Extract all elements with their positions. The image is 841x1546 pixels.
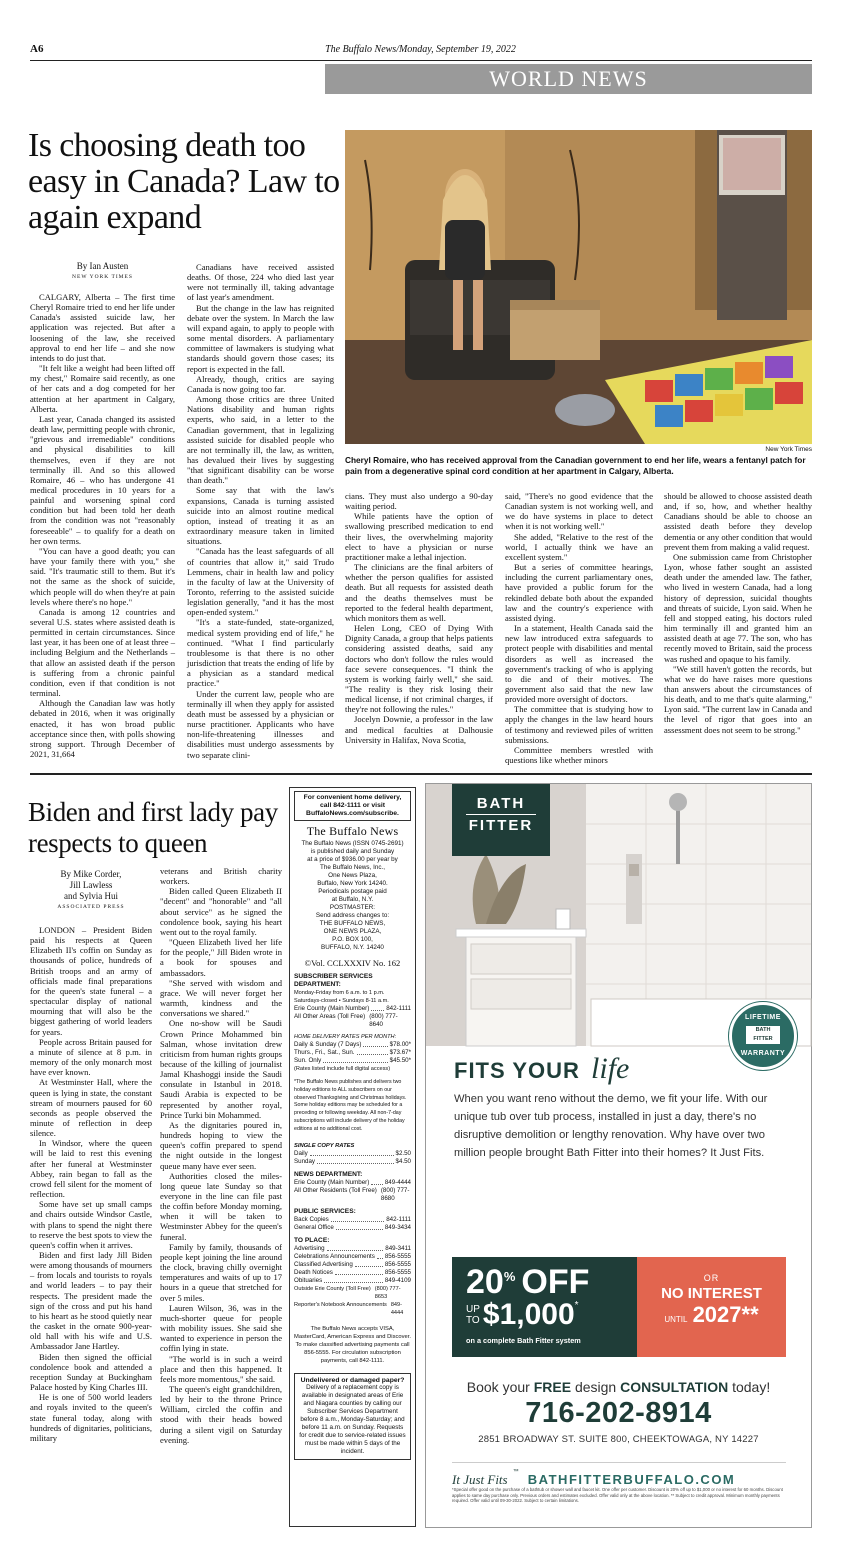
lead-col-2 [187,262,334,760]
publisher-lines [294,840,411,952]
offer-amount-line [466,1300,631,1330]
offer-off: OFF [521,1263,590,1301]
tagline-tm: ™ [512,1469,519,1475]
offer-percent-line [466,1265,631,1299]
paragraph: Although the Canadian law was hotly debated in 2016, when it was originally enacted, it has won broad public acceptance since then, with polls showing strong support. Through December of 2021, 31,664 [30,698,175,760]
paragraph: veterans and British charity workers. [160,866,282,887]
offer-block[interactable] [452,1257,786,1357]
story-divider [30,773,812,775]
ad-tagline: It Just Fits [452,1472,508,1487]
paragraph: Family by family, thousands of people kept joining the line around the clock, braving chilly overnight temperatures and waits of up to 17 hours in a queue that stretched for over 5 miles. [160,1241,282,1303]
paragraph: She added, "Relative to the rest of the world, I actually think we have an excellent system." [505,531,653,562]
paragraph: "The world is in such a weird place and then this happened. It feels more momentous," she said. [160,1353,282,1384]
paragraph: The queen's eight grandchildren, led by heir to the throne Prince William, circled the coffin and stood with their heads bowed during a silent vigil on Saturday evening. [160,1383,282,1445]
rate-row: Classified Advertising 856-5555 [294,1260,411,1268]
offer-no-interest: NO INTEREST [661,1285,762,1302]
masthead-rule [30,60,812,61]
seal-bottom: WARRANTY [740,1050,786,1057]
info-line: at Buffalo, N.Y. [331,896,374,903]
offer-up: UP [466,1304,480,1315]
dateline: The Buffalo News/Monday, September 19, 2022 [325,44,516,55]
paragraph: As the dignitaries poured in, hundreds hoping to view the queen's coffin prepared to spend the night outside in the longest queue many have ever seen. [160,1119,282,1171]
ad-website[interactable]: BATHFITTERBUFFALO.COM [527,1472,736,1487]
rate-row: Sun. Only $45.50* [294,1057,411,1064]
place-heading: TO PLACE: [294,1236,330,1244]
paragraph: Canada is among 12 countries and several U.S. states where assisted death is permitted in certain circumstances. Since last year, it has been one of at least three – including Belgium and the Netherlands – that allow an assisted death if the person is suffering from a chronic painful condition, even if that condition is not terminal. [30,606,175,699]
paragraph: Committee members wrestled with questions like whether minors [505,744,653,766]
rate-row: Advertising 849-3411 [294,1244,411,1252]
lead-agency: NEW YORK TIMES [72,274,133,280]
info-line: BUFFALO, N.Y. 14240 [321,944,384,951]
photo-credit: New York Times [765,446,812,453]
paragraph: The committee that is studying how to apply the changes in the law heard hours of testimony and reviewed piles of written submissions. [505,704,653,745]
page-number: A6 [30,43,44,55]
info-line: is published daily and Sunday [310,848,395,855]
paragraph: "Canada has the least safeguards of all of countries that allow it," said Trudo Lemmens, chair in health law and policy in the faculty of law at the University of Toronto, referring to the assisted suicide legislation generally, "and it has the most open-ended system." [187,546,334,618]
paragraph: LONDON – President Biden paid his respects at Queen Elizabeth II's coffin on Sunday as thousands of police, hundreds of British troops and an army of officials made final preparations for the queen's state funeral – a spectacular display of national mourning that will also be the biggest gathering of world leaders for years. [30,925,152,1037]
offer-to: TO [466,1315,480,1326]
paragraph: "She served with wisdom and grace. We will never forget her warmth, kindness and the conversations we shared." [160,977,282,1019]
paragraph: "You can have a good death; you can have your family there with you," she said. "It's traumatic still to them. But it's not the same as the shock of suicide, which people will do when they're at pain levels where there's no hope." [30,545,175,607]
lead-col-5 [664,491,812,755]
book-design: design [574,1379,617,1395]
photo-caption: Cheryl Romaire, who has received approval from the Canadian government to end her life, wears a fentanyl patch for pain from a degenerative spinal cord condition at her apartment in Calgary, Alberta. [345,455,806,476]
paragraph: Some have set up small camps and chairs outside Windsor Castle, with plans to spend the night there to reserve the best spots to view the queen's coffin when it arrives. [30,1199,152,1250]
rate-row: Erie County (Main Number) 849-4444 [294,1178,411,1186]
hours-line: Saturdays-closed • Sundays 8-11 a.m. [294,998,389,1004]
rate-row: Back Copies 842-1111 [294,1215,411,1223]
paragraph: While patients have the option of swallowing prescribed medication to end their lives, the overwhelming majority elect to have a physician or nurse practitioner make a lethal injection. [345,511,493,562]
paragraph: Biden then signed the official condolence book and attended a reception Sunday at Buckingham Palace hosted by King Charles III. [30,1351,152,1393]
paragraph: "It felt like a weight had been lifted off my chest," Romaire said recently, as one of her cats and a dog competed for her attention at her apartment in Calgary, Alberta. [30,363,175,414]
rate-row: Reporter's Notebook Announcements 849-4444 [294,1301,404,1316]
offer-amount: $1,000 [482,1298,575,1331]
paragraph: CALGARY, Alberta – The first time Cheryl Romaire tried to end her life under Canada's assisted suicide law, her application was rejected. But after a loosening of the law, she received approval to end her life – and she now intends to do just that. [30,292,175,363]
rate-row: Erie County (Main Number) 842-1111 [294,1005,411,1012]
lead-col-1 [30,292,175,760]
ad-address: 2851 BROADWAY ST. SUITE 800, CHEEKTOWAGA, NY 14227 [478,1434,759,1445]
info-line: The Buffalo News, Inc., [320,864,385,871]
rate-row: Daily $2.50 [294,1149,411,1157]
ad-footer [452,1462,786,1488]
rate-row: Daily & Sunday (7 Days) $78.00* [294,1041,411,1048]
rate-row: Sunday $4.50 [294,1157,411,1165]
second-agency: ASSOCIATED PRESS [57,904,125,910]
paragraph: In Windsor, where the queen will be laid to rest this evening after her funeral at Westminster Abbey, rain began to fall as the crowd fell silent for the moment of reflection. [30,1138,152,1200]
paragraph: The clinicians are the final arbiters of whether the person qualifies for assisted death. But all requests for assisted death and the deaths themselves must be reported to the federal health department, which monitors them as well. [345,562,493,623]
paragraph: In a statement, Health Canada said the new law introduced extra safeguards to protect people with disabilities and mental disorders as well as increased the government's tracking of who is applying to die and of their motives. The government also said that the new law provided more oversight of doctors. [505,623,653,705]
offer-sub: on a complete Bath Fitter system [466,1336,581,1345]
paragraph: Already, though, critics are saying Canada is now going too far. [187,373,334,394]
lead-byline: By Ian Austen [76,261,129,271]
section-banner: WORLD NEWS [325,64,812,94]
offer-year: 2027** [692,1302,759,1327]
info-line: THE BUFFALO NEWS, [319,920,386,927]
ad-body: When you want reno without the demo, we fit your life. With our unique tub over tub process, installed in just a day, there's no disruptive demolition or lengthy renovation. Why have over two million people brought Bath Fitter into their homes? It Just Fits. [454,1093,768,1159]
public-heading: PUBLIC SERVICES: [294,1207,356,1215]
paragraph: Biden and first lady Jill Biden were among thousands of mourners – from locals and tourists to royals and world leaders – to pay their respects. The president made the sign of the cross and put his hand to his heart as he stood quietly near the casket in the ornate 900-year-old hall with his wife and U.S. Ambassador Jane Hartley. [30,1250,153,1352]
publisher-info-box [289,787,416,1527]
second-byline-block [30,869,152,916]
warranty-seal [729,1002,797,1070]
undelivered-heading: Undelivered or damaged paper? [300,1376,405,1384]
paragraph: He is one of 500 world leaders and royals invited to the queen's state funeral today, along with hundreds of dignitaries, politicians, military [30,1392,152,1443]
volume-line: ©Vol. CCLXXXIV No. 162 [304,958,401,968]
book-consult: CONSULTATION [620,1379,729,1395]
seal-center: BATH FITTER [746,1026,780,1044]
rate-row: All Other Areas (Toll Free) (800) 777-8640 [294,1013,398,1028]
paragraph: Under the current law, people who are terminally ill when they apply for assisted death must be assessed by a physician or nurse practitioner. Applicants who have non-life-threatening illnesses and disabilities must undergo assessments by two separate clini- [187,688,334,760]
offer-star: * [574,1300,579,1311]
rate-row: Thurs., Fri., Sat., Sun. $73.67* [294,1049,411,1056]
paragraph: One no-show will be Saudi Crown Prince Mohammed bin Salman, whose invitation drew criticism from human rights groups because of the killing of journalist Jamal Khashoggi inside the Saudi consulate in Istanbul in 2018. Saudi Arabia is expected to be represented by another royal, Prince Turki bin Mohammed. [160,1018,282,1120]
info-line: One News Plaza, [328,872,377,879]
offer-pct: % [503,1269,516,1284]
paragraph: At Westminster Hall, where the queen is lying in state, the constant stream of mourners paused for 60 seconds as people observed the minute of reflection in deep silence. [30,1077,152,1139]
rate-row: Obituaries 849-4109 [294,1276,411,1284]
rate-row: Death Notices 856-5555 [294,1268,411,1276]
paragraph: People across Britain paused for a minute of silence at 8 p.m. in memory of the only monarch most have ever known. [30,1036,152,1078]
delivery-notice: For convenient home delivery, call 842-1111 or visit BuffaloNews.com/subscribe. [294,791,411,821]
paragraph: Canadians have received assisted deaths. Of those, 224 who died last year were not terminally ill, taking advantage of last year's amendment. [187,262,334,303]
paragraph: cians. They must also undergo a 90-day waiting period. [345,491,493,512]
logo-line-1: BATH [466,794,536,815]
offer-until: UNTIL [664,1315,688,1324]
ad-fine-print: *Special offer good on the purchase of a bathtub or shower wall and faucet kit. One offer per customer. Discount is 20% off up to $1,000 or no interest for 60 months. Discount applies to same day purchase only. Previous orders and estimates excluded. Offer valid only at the above location. ** Subject to credit approval. Minimum monthly payments required. Offer valid until 09-30-2022. Subject to certain limitations. [452,1487,783,1504]
paragraph: "We still haven't gotten the records, but what we do have raises more questions than answers about the circumstances of his death, and to me that's quite alarming," Lyon said. "The current law in Canada and the level of rigor that goes into an assessment does not seem to be strong." [664,663,812,735]
offer-big: 20 [466,1263,504,1301]
second-byline-3: and Sylvia Hui [64,891,118,901]
book-free: FREE [533,1379,572,1395]
paragraph: Last year, Canada changed its assisted death law, permitting people with chronic, "grievous and irremediable" conditions and physical disabilities to kill themselves, even if they are not terminally ill. And so this allowed Romaire, 46 – who has undergone 41 medical procedures in 10 years for a painful and worsening spinal cord condition but had been told her death from the condition was not "reasonably foreseeable" – to qualify for a death on her own terms. [30,413,175,546]
photo-illustration [345,130,812,444]
news-heading: NEWS DEPARTMENT: [294,1170,363,1178]
headline-main: FITS YOUR [454,1058,580,1083]
rate-row: Outside Erie County (Toll Free) (800) 777-8653 [294,1285,401,1300]
seal-top: LIFETIME [745,1014,781,1021]
paragraph: But a series of committee hearings, including the current parliamentary ones, have provided a public forum for the rekindled debate both about the expanded law and the country's experience with assisted dying. [505,562,653,623]
paragraph: Helen Long, CEO of Dying With Dignity Canada, a group that helps patients considering assisted deaths, said any doctors who don't follow the rules would face severe consequences. "I think the system is working fairly well," she said. "The reality is they risk losing their medical license, if not criminal charges, if they're not following the rules." [345,623,493,715]
rate-row: Celebrations Announcements 856-5555 [294,1252,411,1260]
second-byline-2: Jill Lawless [69,880,113,890]
book-prefix: Book your [466,1379,530,1395]
info-line: Buffalo, New York 14240. [317,880,388,887]
lead-headline: Is choosing death too easy in Canada? Law to again expand [28,127,340,236]
headline-script: life [591,1052,630,1085]
paragraph: "Queen Elizabeth lived her life for the people," Jill Biden wrote in a book for spouses and ambassadors. [160,937,282,978]
paragraph: Among those critics are three United Nations disability and human rights experts, who said, in a letter to the Canadian government, that in legalizing assisted suicide for disabled people who are not terminally ill, the law, as written, has devalued their lives by suggesting "that significant disability can be worse than death." [187,394,334,486]
second-byline-1: By Mike Corder, [60,869,122,879]
second-headline: Biden and first lady pay respects to queen [28,797,278,858]
paragraph: Some say that with the law's expansions, Canada is turning assisted suicide into an almost routine medical option, instead of treating it as an extraordinary measure taken in limited situations. [187,485,334,547]
book-suffix: today! [732,1379,771,1395]
offer-discount [452,1257,637,1357]
undelivered-text: Delivery of a replacement copy is available in designated areas of Erie and Niagara counties by calling our Subscriber Services Department before 8 a.m., Monday-Saturday; and before 11 a.m. on Sunday. Requests for credit due to service-related issues must be made within 5 days of the incident. [299,1383,406,1455]
rate-row: All Other Residents (Toll Free) (800) 777-8680 [294,1186,410,1202]
subscriber-heading: SUBSCRIBER SERVICES DEPARTMENT: [294,973,373,988]
lead-col-3 [345,491,493,755]
holiday-note: *The Buffalo News publishes and delivers two holiday editions to ALL subscribers on our observed Thanksgiving and Christmas holidays. Some holiday editions may be scheduled for a preceding or following weekday. All non-7-day subscriptions will include delivery of the holiday editions at no additional cost. [294,1079,407,1132]
paragraph: Biden called Queen Elizabeth II "decent" and "honorable" and "all about service" as he signed the condolence book, saying his heart went out to the royal family. [160,886,282,937]
hours-line: Monday-Friday from 6 a.m. to 1 p.m. [294,990,385,996]
info-line: The Buffalo News (ISSN 0745-2691) [301,840,404,847]
paragraph: Jocelyn Downie, a professor in the law and medical faculties at Dalhousie University in Halifax, Nova Scotia, [345,714,493,745]
second-col-1 [30,925,152,1525]
paragraph: But the change in the law has reignited debate over the system. In March the law will expand again, to apply to people with some mental disorders. A parliamentary committee of lawmakers is studying what standards should govern those cases; its report is expected in the fall. [187,302,334,374]
paper-name: The Buffalo News [306,824,399,838]
ad-phone[interactable]: 716-202-8914 [525,1397,712,1429]
rates-note: (Rates listed include full digital access) [294,1066,391,1072]
undelivered-box [294,1373,411,1460]
paragraph: Authorities closed the miles-long queue late Sunday so that everyone in the line can file past the coffin before Monday morning, when it will be taken to Westminster Abbey for the queen's funeral. [160,1170,282,1242]
lead-byline-block [30,261,175,286]
info-line: P.O. BOX 100, [332,936,373,943]
offer-financing [637,1257,786,1357]
paragraph: One submission came from Christopher Lyon, whose father sought an assisted death under the amended law. The father, who lived in western Canada, had a long history of depression, suicidal thoughts and threats of suicide, Lyon said. When he fell and stopped eating, his doctors ruled him terminally ill and granted him an assisted death at age 77. The son, who has recently moved to Britain, said the process was rushed and opaque to his family. [664,551,812,664]
info-line: Send address changes to: [315,912,390,919]
lead-col-4 [505,491,653,766]
info-line: ONE NEWS PLAZA, [323,928,382,935]
offer-or: OR [703,1273,720,1283]
info-line: at a price of $936.00 per year by [307,856,398,863]
lead-photo [345,130,812,444]
consult-line [426,1379,811,1395]
paragraph: Lauren Wilson, 36, was in the much-shorter queue for people with mobility issues. She said she wanted to experience in person the coffin lying in state. [160,1302,282,1354]
ad-headline [454,1052,629,1086]
single-copy-heading: SINGLE COPY RATES [294,1142,355,1149]
bath-fitter-logo[interactable] [452,784,550,856]
rates-heading: HOME DELIVERY RATES PER MONTH: [294,1034,397,1040]
paragraph: said, "There's no good evidence that the Canadian system is not working well, and we do have systems in place to detect when it is not working well." [505,491,653,532]
paragraph: should be allowed to choose assisted death and, if so, how, and whether healthy Canadians should be able to choose an assisted death before they develop dementia or any other condition that would prevent them from making a valid request. [664,491,812,552]
paragraph: "It's a state-funded, state-organized, medical system providing end of life," he continued. "What I find particularly troublesome is that there is no other jurisdiction that treats the ending of life by a physician as a standard medical practice." [187,617,334,689]
info-line: Periodicals postage paid [318,888,387,895]
payment-note: The Buffalo News accepts VISA, MasterCard, American Express and Discover. To make classified advertising payments call 856-5555. For circulation subscription payments, call 842-1111. [294,1325,411,1364]
bath-fitter-ad[interactable] [425,783,812,1528]
ad-bathroom-image [426,784,811,1057]
offer-until-line [637,1302,786,1328]
rate-row: General Office 849-3434 [294,1223,411,1231]
logo-line-2: FITTER [468,817,534,834]
second-col-2 [160,866,282,1525]
info-line: POSTMASTER: [329,904,376,911]
